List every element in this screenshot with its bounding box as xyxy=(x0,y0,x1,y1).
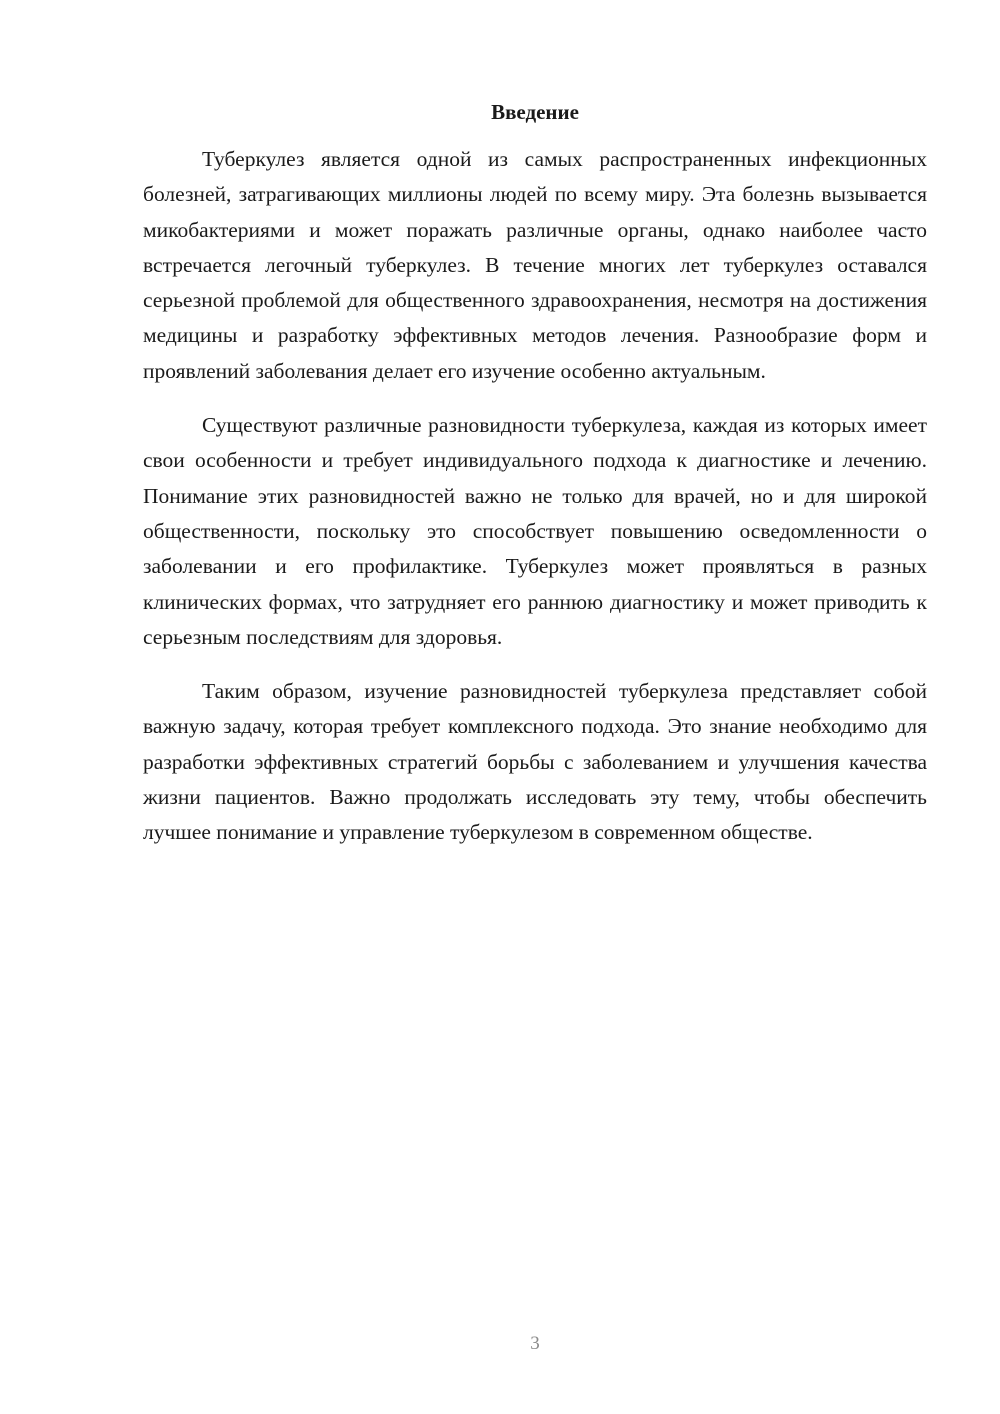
paragraph-3: Таким образом, изучение разновидностей туберкулеза представляет собой важную задачу, которая требует комплексного подхода. Это знание необходимо для разработки эффективных стратегий борьбы с заболеванием и улучшения качества жизни пациентов. Важно продолжать исследовать эту тему, чтобы обеспечить лучшее понимание и управление туберкулезом в современном обществе. xyxy=(143,679,927,845)
paragraph-2: Существуют различные разновидности туберкулеза, каждая из которых имеет свои особенности и требует индивидуального подхода к диагностике и лечению. Понимание этих разновидностей важно не только для врачей, но и для широкой общественности, поскольку это способствует повышению осведомленности о заболевании и его профилактике. Туберкулез может проявляться в разных клинических формах, что затрудняет его раннюю диагностику и может приводить к серьезным последствиям для здоровья. xyxy=(143,413,927,649)
page-number: 3 xyxy=(530,1333,540,1354)
page-title: Введение xyxy=(491,100,579,124)
document-body xyxy=(143,142,927,870)
paragraph-1: Туберкулез является одной из самых распространенных инфекционных болезней, затрагивающих миллионы людей по всему миру. Эта болезнь вызывается микобактериями и может поражать различные органы, однако наиболее часто встречается легочный туберкулез. В течение многих лет туберкулез оставался серьезной проблемой для общественного здравоохранения, несмотря на достижения медицины и разработку эффективных методов лечения. Разнообразие форм и проявлений заболевания делает его изучение особенно актуальным. xyxy=(143,147,927,383)
